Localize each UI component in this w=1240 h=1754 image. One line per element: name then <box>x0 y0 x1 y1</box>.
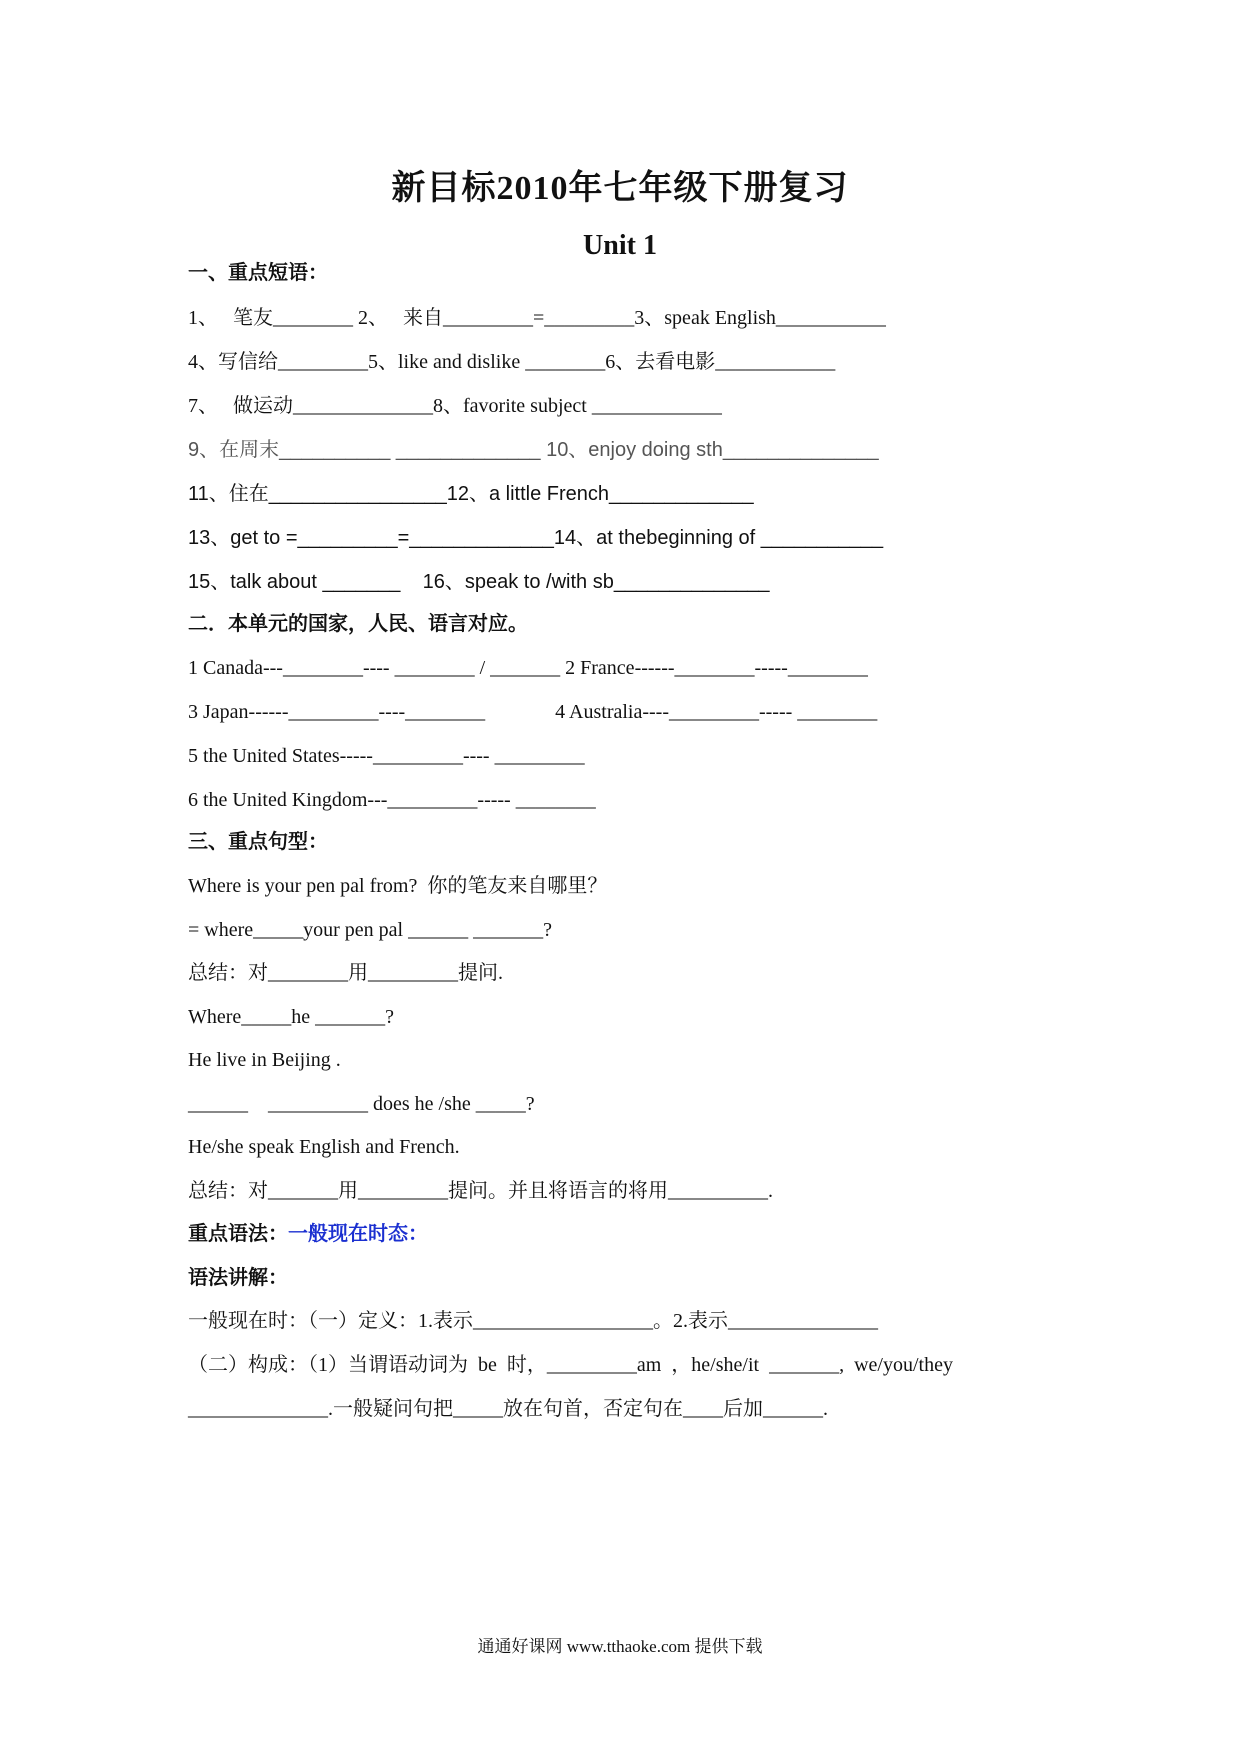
grammar-topic: 一般现在时态： <box>288 1223 428 1245</box>
section-heading-phrases: 一、重点短语： <box>188 262 328 284</box>
grammar-explanation-heading: 语法讲解： <box>188 1267 288 1289</box>
phrase-line: 1、 笔友________ 2、 来自_________=_________3、speak English___________ <box>188 307 886 329</box>
phrase-line: 9、在周末__________ _____________ 10、enjoy doing sth______________ <box>188 439 879 461</box>
sentence-line: Where is your pen pal from? 你的笔友来自哪里？ <box>188 875 608 897</box>
grammar-line: 一般现在时：（一）定义：1.表示__________________。2.表示_______________ <box>188 1310 878 1332</box>
country-line: 1 Canada---________---- ________ / _______ 2 France------________-----________ <box>188 657 868 679</box>
phrase-line: 13、get to =_________=_____________14、at thebeginning of ___________ <box>188 527 884 549</box>
phrase-line: 15、talk about _______ 16、speak to /with sb______________ <box>188 571 770 593</box>
country-line: 3 Japan------_________----________ 4 Australia----_________----- ________ <box>188 701 878 723</box>
document-title: 新目标2010年七年级下册复习 <box>391 170 849 207</box>
sentence-line: Where_____he _______? <box>188 1006 395 1028</box>
footer-credit: 通通好课网 www.tthaoke.com 提供下载 <box>477 1637 763 1656</box>
phrase-line: 7、 做运动______________8、favorite subject _____________ <box>188 395 722 417</box>
sentence-line: = where_____your pen pal ______ _______? <box>188 919 552 941</box>
section-heading-countries: 二．本单元的国家，人民、语言对应。 <box>188 613 528 635</box>
unit-title: Unit 1 <box>583 230 657 261</box>
sentence-line: 总结：对_______用_________提问。并且将语言的将用__________. <box>188 1180 773 1202</box>
country-line: 5 the United States-----_________---- _________ <box>188 745 585 767</box>
sentence-line: 总结：对________用_________提问. <box>188 962 503 984</box>
sentence-line: He live in Beijing . <box>188 1049 341 1071</box>
phrase-line: 11、住在________________12、a little French_____________ <box>188 483 754 505</box>
grammar-line: ______________.一般疑问句把_____放在句首，否定句在____后加______. <box>188 1398 828 1420</box>
country-line: 6 the United Kingdom---_________----- ________ <box>188 789 596 811</box>
grammar-line: （二）构成：（1）当谓语动词为 be 时，_________am ，he/she/it _______, we/you/they <box>188 1354 953 1376</box>
section-heading-sentences: 三、重点句型： <box>188 831 328 853</box>
phrase-line: 4、写信给_________5、like and dislike ________6、去看电影____________ <box>188 351 836 373</box>
grammar-heading <box>188 1221 428 1247</box>
sentence-line: He/she speak English and French. <box>188 1136 460 1158</box>
grammar-heading-label: 重点语法： <box>188 1223 288 1245</box>
sentence-line: ______ __________ does he /she _____? <box>188 1093 535 1115</box>
